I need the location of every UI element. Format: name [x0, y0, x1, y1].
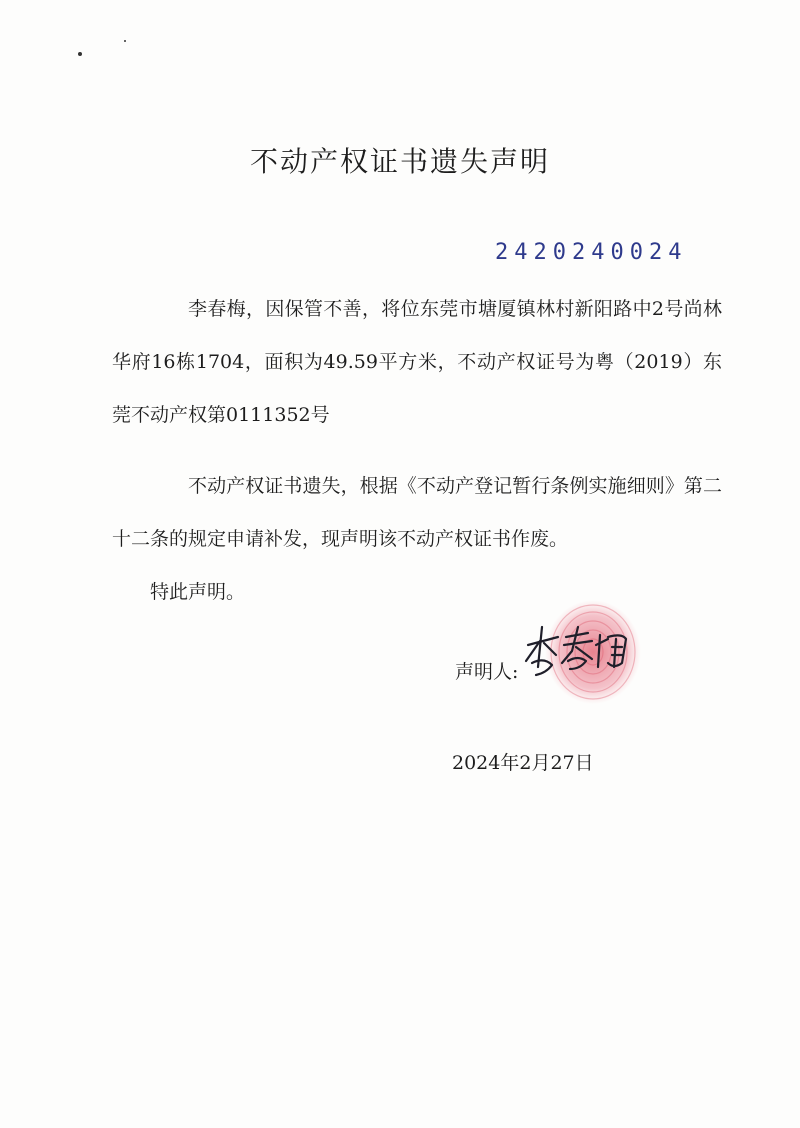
paragraph-property-details: 李春梅，因保管不善，将位东莞市塘厦镇林村新阳路中2号尚林华府16栋1704，面积为49.59平方米，不动产权证号为粤（2019）东莞不动产权第0111352号	[112, 298, 722, 426]
signature-area	[522, 625, 672, 715]
scan-speck	[78, 52, 82, 56]
scan-speck	[124, 40, 126, 42]
document-title: 不动产权证书遗失声明	[249, 145, 550, 178]
document-date: 2024年2月27日	[452, 752, 594, 774]
stamp-number: 2420240024	[495, 240, 688, 265]
paragraph-closing: 特此声明。	[150, 581, 246, 603]
signature-block	[455, 625, 672, 715]
signature-handwriting	[522, 623, 642, 683]
paragraph-loss-statement: 不动产权证书遗失，根据《不动产登记暂行条例实施细则》第二十二条的规定申请补发，现声明该不动产权证书作废。	[112, 475, 722, 550]
declarant-label: 声明人:	[455, 660, 519, 683]
